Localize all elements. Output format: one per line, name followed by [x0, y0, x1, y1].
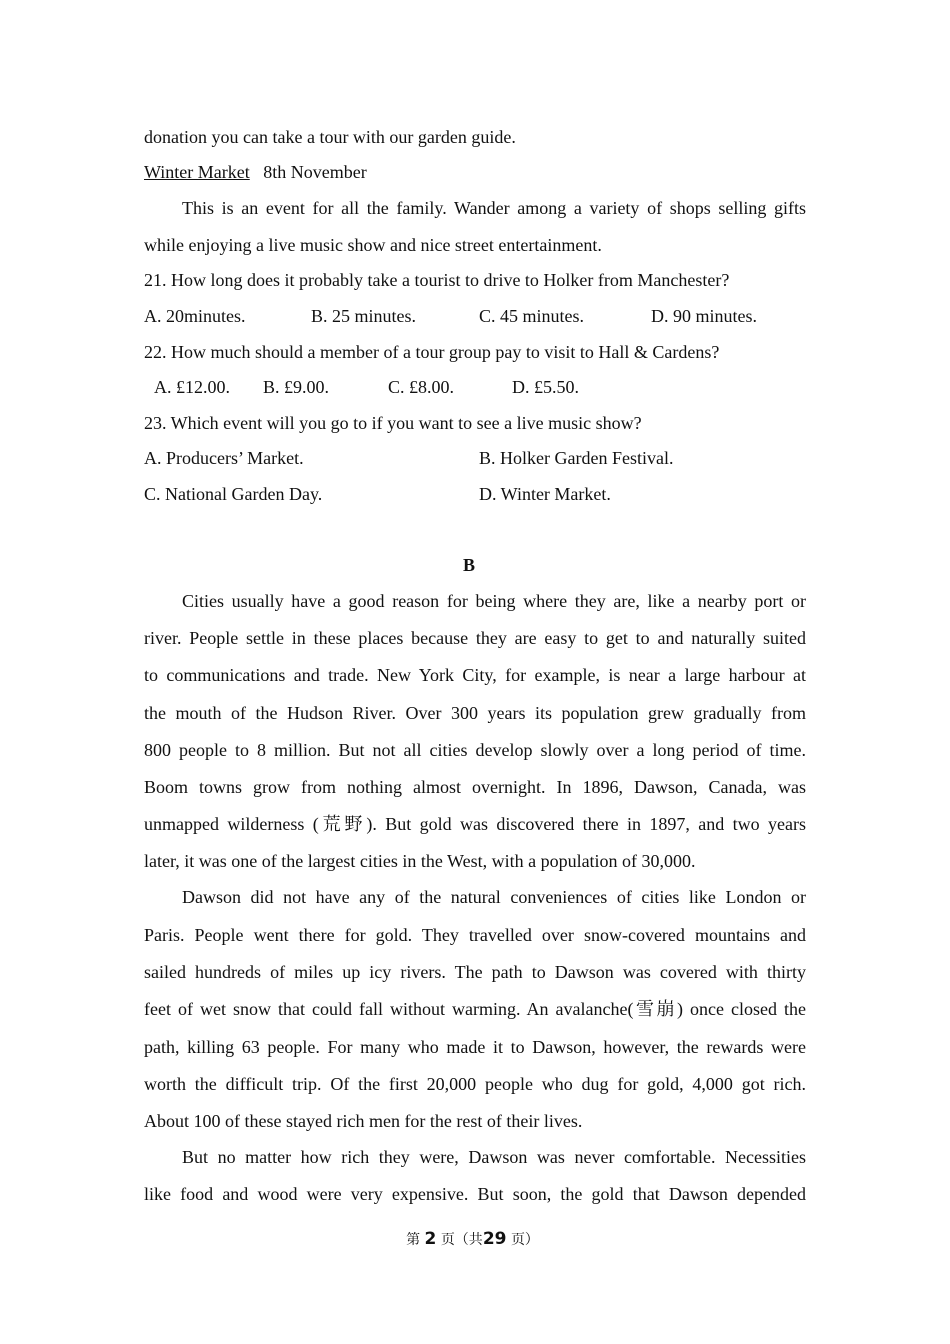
paragraph-2-line: feet of wet snow that could fall without warming. An avalanche(雪崩) once closed the [144, 999, 806, 1019]
paragraph-1-line: Cities usually have a good reason for being where they are, like a nearby port or [182, 591, 806, 611]
paragraph-2-line: Dawson did not have any of the natural conveniences of cities like London or [182, 887, 806, 907]
page-number: 2 [424, 1229, 437, 1249]
event-description-line: This is an event for all the family. Wander among a variety of shops selling gifts [182, 198, 806, 218]
event-heading-winter-market [144, 160, 367, 184]
paragraph-1-line: 800 people to 8 million. But not all cities develop slowly over a long period of time. [144, 740, 806, 760]
question-22-option-c: C. £8.00. [388, 377, 455, 397]
footer-suffix: 页） [510, 1232, 539, 1248]
question-23-option-b: B. Holker Garden Festival. [479, 448, 674, 468]
question-21-option-d: D. 90 minutes. [651, 306, 757, 326]
total-pages: 29 [482, 1229, 507, 1249]
section-b-title: B [462, 555, 475, 575]
page-footer [0, 1228, 945, 1251]
paragraph-2-line: worth the difficult trip. Of the first 20,000 people who dug for gold, 4,000 got rich. [144, 1074, 806, 1094]
question-22-option-a: A. £12.00. [154, 377, 230, 397]
paragraph-1-line: to communications and trade. New York City, for example, is near a large harbour at [144, 665, 806, 685]
question-21-option-b: B. 25 minutes. [311, 306, 417, 326]
question-21-option-c: C. 45 minutes. [479, 306, 585, 326]
paragraph-2-line: Paris. People went there for gold. They travelled over snow-covered mountains and [144, 925, 806, 945]
paragraph-1-line: the mouth of the Hudson River. Over 300 years its population grew gradually from [144, 703, 806, 723]
question-22-option-b: B. £9.00. [263, 377, 330, 397]
paragraph-2-line: path, killing 63 people. For many who made it to Dawson, however, the rewards were [144, 1037, 806, 1057]
paragraph-1-line: Boom towns grow from nothing almost overnight. In 1896, Dawson, Canada, was [144, 777, 806, 797]
paragraph-1-line: unmapped wilderness (荒野). But gold was discovered there in 1897, and two years [144, 814, 806, 834]
paragraph-3-line: But no matter how rich they were, Dawson was never comfortable. Necessities [182, 1147, 806, 1167]
paragraph-3-line: like food and wood were very expensive. But soon, the gold that Dawson depended [144, 1184, 806, 1204]
question-22-option-d: D. £5.50. [512, 377, 579, 397]
question-22-stem: 22. How much should a member of a tour group pay to visit to Hall & Cardens? [144, 342, 720, 362]
footer-middle: 页（共 [440, 1232, 483, 1248]
question-21-option-a: A. 20minutes. [144, 306, 246, 326]
question-23-stem: 23. Which event will you go to if you want to see a live music show? [144, 413, 642, 433]
paragraph-1-line: later, it was one of the largest cities in the West, with a population of 30,000. [144, 851, 696, 871]
event-title: Winter Market [144, 162, 250, 182]
question-23-option-c: C. National Garden Day. [144, 484, 323, 504]
question-23-option-d: D. Winter Market. [479, 484, 611, 504]
paragraph-2-line: sailed hundreds of miles up icy rivers. The path to Dawson was covered with thirty [144, 962, 806, 982]
question-21-stem: 21. How long does it probably take a tourist to drive to Holker from Manchester? [144, 270, 730, 290]
continued-text: donation you can take a tour with our garden guide. [144, 127, 516, 147]
question-23-option-a: A. Producers’ Market. [144, 448, 304, 468]
paragraph-1-line: river. People settle in these places because they are easy to get to and naturally suited [144, 628, 806, 648]
event-description-line: while enjoying a live music show and nice street entertainment. [144, 235, 602, 255]
event-date: 8th November [263, 162, 367, 182]
footer-prefix: 第 [406, 1232, 421, 1248]
paragraph-2-line: About 100 of these stayed rich men for the rest of their lives. [144, 1111, 583, 1131]
